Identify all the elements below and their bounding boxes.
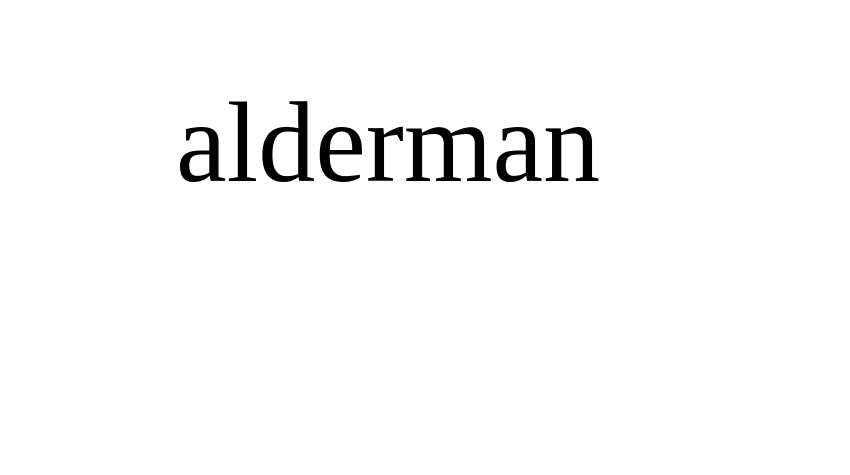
word-text: alderman <box>176 79 601 206</box>
